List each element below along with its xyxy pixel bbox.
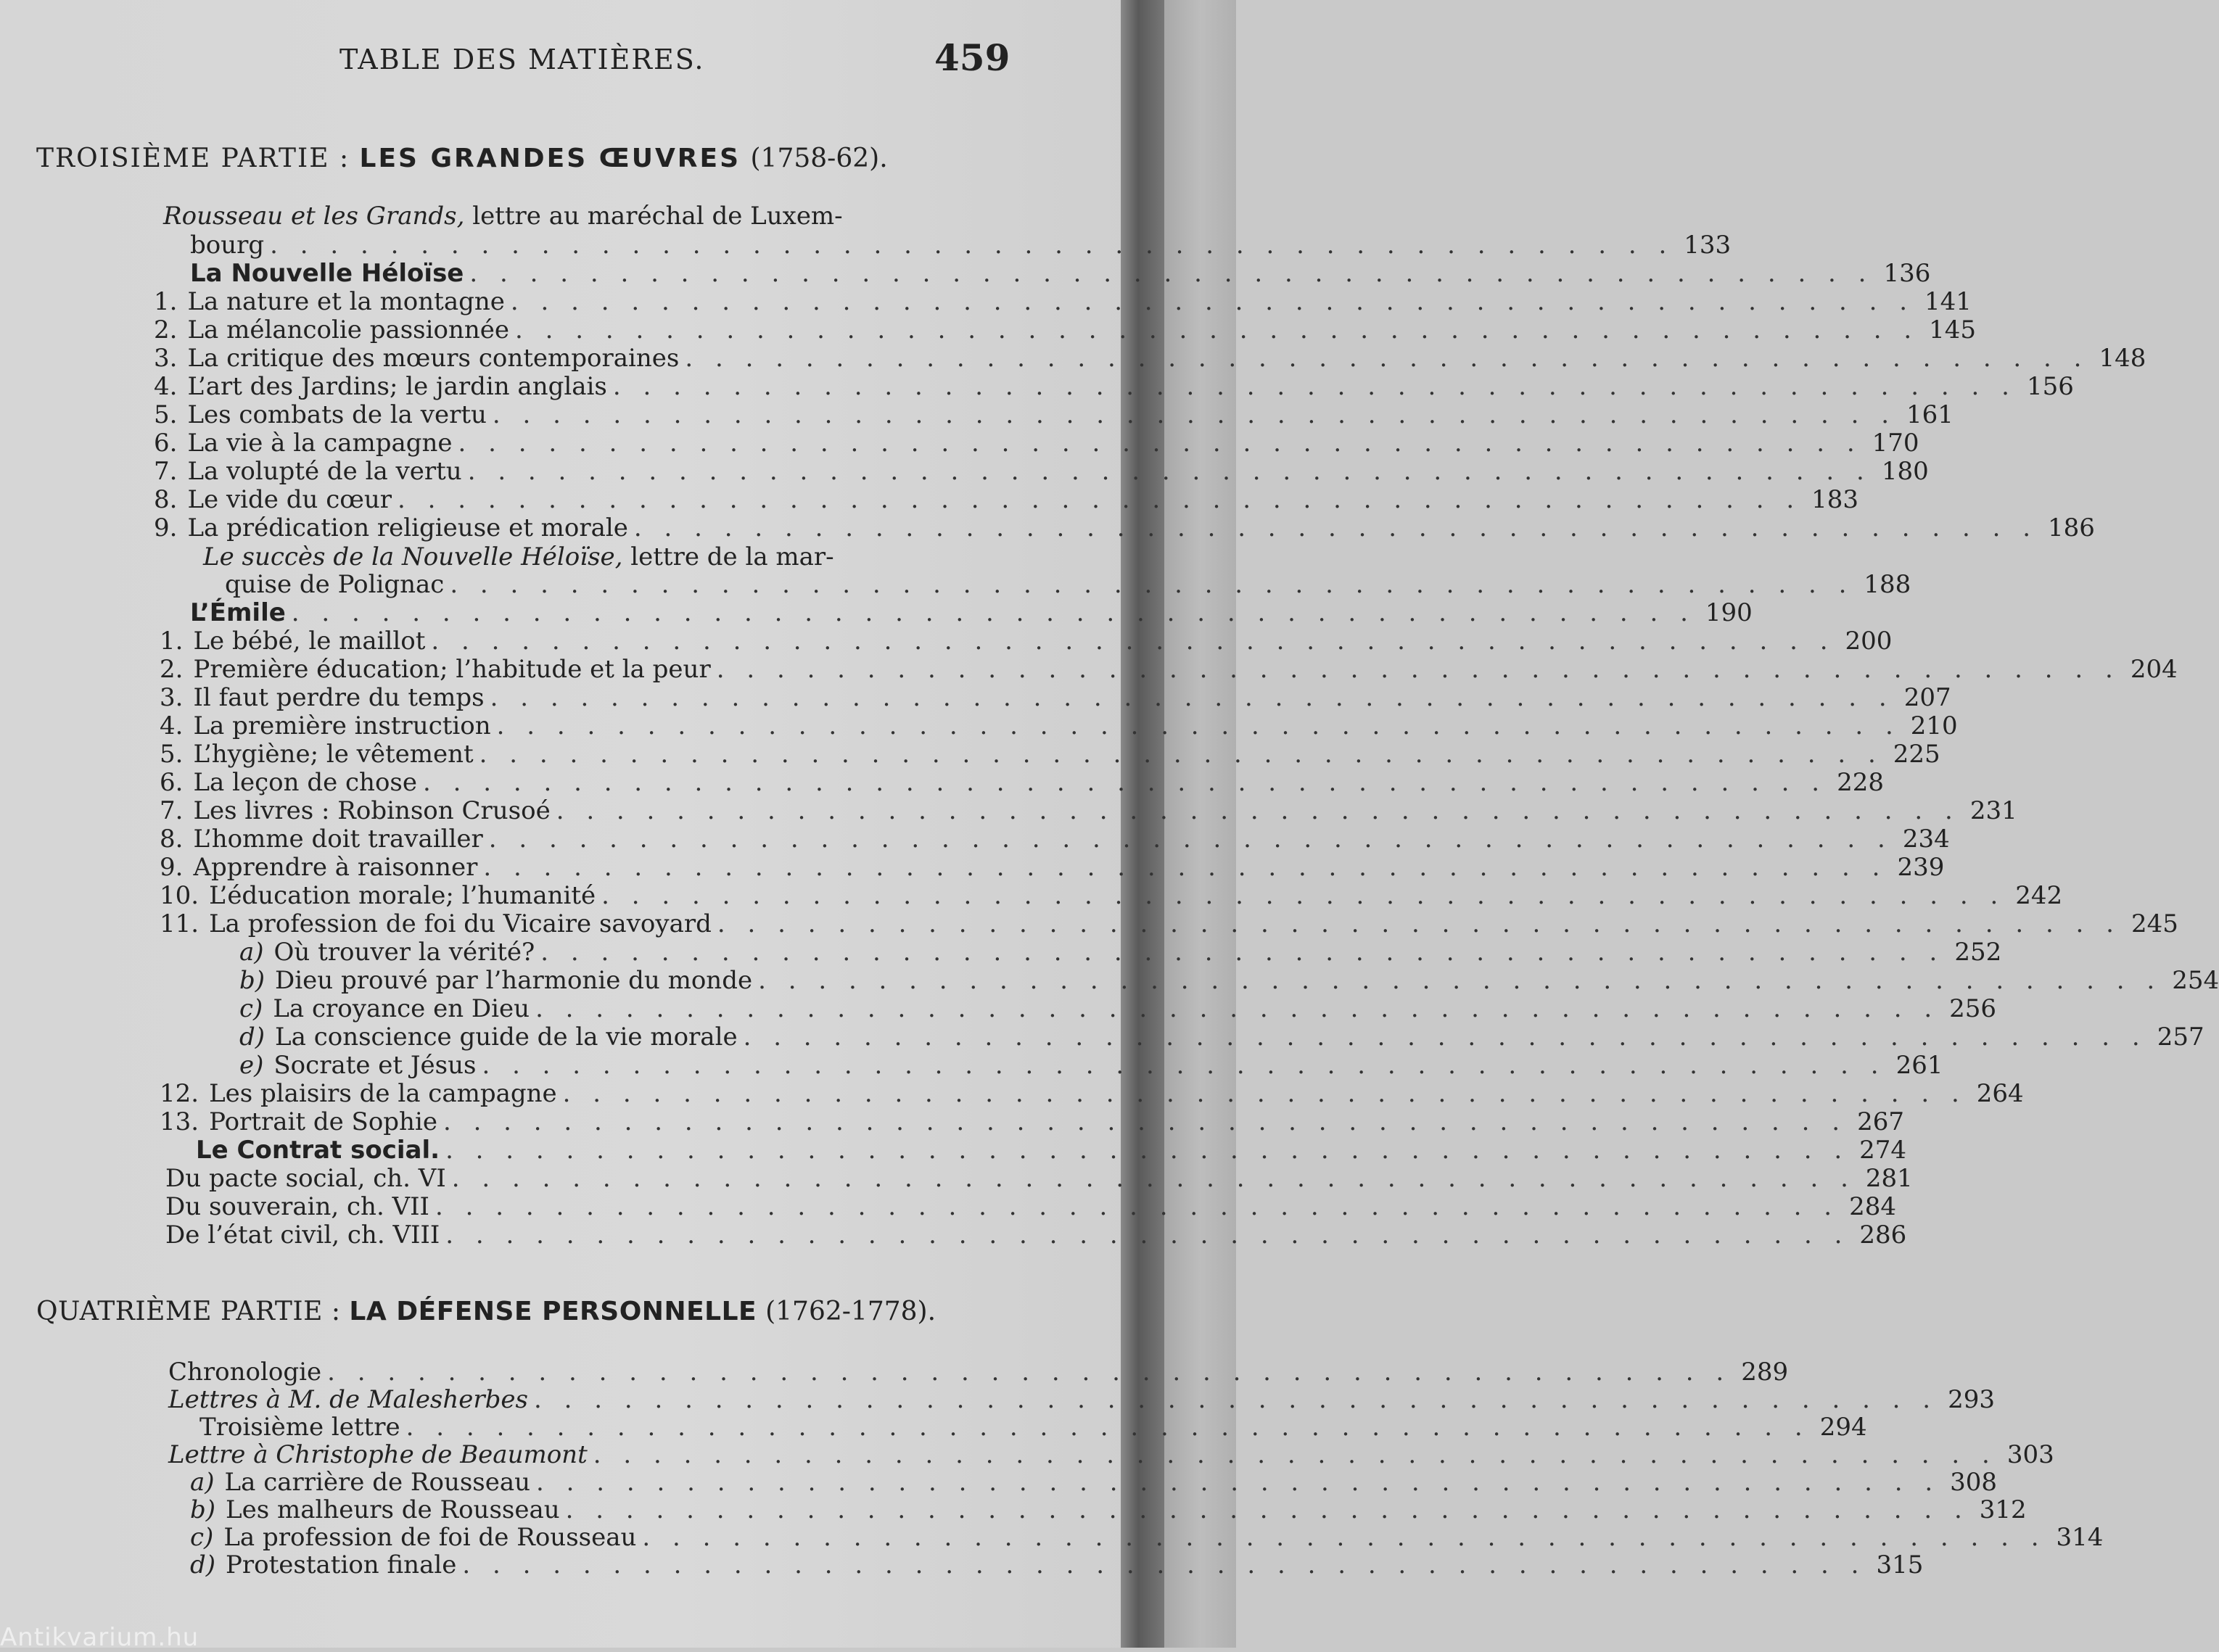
dot-leader: . . . . . . . . . . . . . . . . . . . . . . . . . . . . . . . . . . . . . . . . . . . . . . . [442, 1107, 1848, 1136]
dot-leader: . . . . . . . . . . . . . . . . . . . . . . . . . . . . . . . . . . . . . . . . . . . . . . . [423, 768, 1827, 797]
toc-page-number: 156 [2026, 372, 2074, 401]
toc-entry [196, 1136, 1907, 1165]
dot-leader: . . . . . . . . . . . . . . . . . . . . . . . . . . . . . . . . . . . . . . . . . . . . . . . [515, 315, 1919, 344]
toc-page-number: 180 [1881, 457, 1929, 486]
toc-entry-letter: c) [190, 1523, 214, 1552]
toc-entry [154, 513, 2095, 542]
toc-page-number: 207 [1903, 683, 1951, 712]
watermark: Antikvarium.hu [0, 1623, 199, 1652]
toc-entry-number: 8. [154, 485, 178, 514]
dot-leader: . . . . . . . . . . . . . . . . . . . . . . . . . . . . . . . . . . . . . . . . . . . . . . . [488, 825, 1893, 854]
toc-entry-title: Chronologie [168, 1358, 322, 1387]
toc-entry [168, 1358, 1789, 1387]
toc-entry [160, 825, 1950, 854]
toc-entry-number: 12. [160, 1079, 199, 1108]
dot-leader: . . . . . . . . . . . . . . . . . . . . . . . . . . . . . . . . . . . . . . . . . . . . . . . [593, 1440, 1997, 1469]
dot-leader: . . . . . . . . . . . . . . . . . . . . . . . . . . . . . . . . . . . . . . . . . . . . . . . [479, 740, 1883, 769]
toc-entry [239, 994, 1997, 1023]
toc-entry-title: L’hygiène; le vêtement [193, 740, 474, 769]
dot-leader: . . . . . . . . . . . . . . . . . . . . . . . . . . . . . . . . . . . . . . . . . . . . . . . [469, 259, 1874, 288]
toc-entry [160, 796, 2017, 825]
toc-entry [225, 570, 1911, 599]
toc-entry-title: La nature et la montagne [187, 287, 505, 316]
toc-entry-title: Première éducation; l’habitude et la peur [193, 655, 711, 684]
dot-leader: . . . . . . . . . . . . . . . . . . . . . . . . . . . . . . . . . . . . . . . . . . . . . . . [510, 287, 1914, 316]
part-title: LA DÉFENSE PERSONNELLE [349, 1297, 757, 1326]
dot-leader: . . . . . . . . . . . . . . . . . . . . . . . . . . . . . . . . . . . . . . . . . . . . . . . [562, 1079, 1967, 1108]
toc-page-number: 256 [1949, 994, 1997, 1023]
toc-entry-title: La volupté de la vertu [187, 457, 462, 486]
toc-entry-title: Protestation finale [226, 1550, 457, 1579]
toc-entry [165, 1221, 1907, 1250]
toc-page-number: 261 [1895, 1051, 1943, 1080]
toc-page-number: 161 [1906, 400, 1954, 429]
toc-entry-letter: a) [239, 938, 264, 967]
toc-entry-title: Lettre à Christophe de Beaumont [168, 1440, 588, 1469]
toc-page-number: 284 [1849, 1192, 1897, 1221]
toc-page-number: 136 [1883, 259, 1931, 288]
toc-entry-title: Les malheurs de Rousseau [226, 1495, 560, 1524]
toc-entry [165, 1164, 1913, 1193]
toc-entry-number: 9. [160, 853, 184, 882]
toc-page-number: 294 [1819, 1413, 1867, 1442]
toc-entry [190, 1468, 1998, 1497]
toc-entry-title: Rousseau et les Grands, [163, 202, 465, 231]
toc-entry-title: Troisième lettre [199, 1413, 400, 1442]
running-title: TABLE DES MATIÈRES. [339, 44, 705, 75]
toc-page-number: 281 [1865, 1164, 1913, 1193]
dot-leader: . . . . . . . . . . . . . . . . . . . . . . . . . . . . . . . . . . . . . . . . . . . . . . . [758, 966, 2162, 995]
toc-entry-title: La conscience guide de la vie morale [275, 1023, 738, 1052]
toc-entry-title: Le vide du cœur [187, 485, 392, 514]
toc-page-number: 254 [2172, 966, 2219, 995]
dot-leader: . . . . . . . . . . . . . . . . . . . . . . . . . . . . . . . . . . . . . . . . . . . . . . . [496, 711, 1901, 740]
toc-entry [154, 372, 2074, 401]
toc-entry-wrap [163, 202, 843, 231]
toc-entry-title: La prédication religieuse et morale [187, 513, 628, 542]
toc-entry-number: 13. [160, 1107, 199, 1136]
toc-entry [239, 1051, 1943, 1080]
part-label: TROISIÈME PARTIE : [36, 144, 360, 173]
toc-page-number: 308 [1950, 1468, 1998, 1497]
toc-entry-title: L’homme doit travailler [193, 825, 483, 854]
toc-entry-letter: b) [239, 966, 265, 995]
toc-entry-number: 7. [160, 796, 184, 825]
toc-section-title: La Nouvelle Héloïse [190, 259, 464, 288]
toc-entry [160, 1107, 1904, 1136]
dot-leader: . . . . . . . . . . . . . . . . . . . . . . . . . . . . . . . . . . . . . . . . . . . . . . . [398, 485, 1802, 514]
toc-entry [190, 259, 1931, 288]
part-heading-quatrieme [36, 1297, 936, 1326]
dot-leader: . . . . . . . . . . . . . . . . . . . . . . . . . . . . . . . . . . . . . . . . . . . . . . . [467, 457, 1872, 486]
toc-entry [160, 909, 2178, 938]
toc-entry-title-cont: lettre au maréchal de Luxem- [464, 202, 843, 231]
part-label: QUATRIÈME PARTIE : [36, 1297, 350, 1326]
toc-entry-letter: d) [190, 1550, 216, 1579]
dot-leader: . . . . . . . . . . . . . . . . . . . . . . . . . . . . . . . . . . . . . . . . . . . . . . . [458, 429, 1862, 458]
toc-entry-title: Du pacte social, ch. VI [165, 1164, 446, 1193]
toc-entry-title: L’art des Jardins; le jardin anglais [187, 372, 607, 401]
toc-entry-title: La carrière de Rousseau [224, 1468, 531, 1497]
dot-leader: . . . . . . . . . . . . . . . . . . . . . . . . . . . . . . . . . . . . . . . . . . . . . . . [743, 1023, 2147, 1052]
toc-page-number: 170 [1872, 429, 1919, 458]
toc-entry [239, 1023, 2204, 1052]
dot-leader: . . . . . . . . . . . . . . . . . . . . . . . . . . . . . . . . . . . . . . . . . . . . . . . [601, 881, 2006, 910]
toc-entry-title: Lettres à M. de Malesherbes [168, 1385, 528, 1414]
toc-entry-letter: e) [239, 1051, 264, 1080]
toc-entry-title: Dieu prouvé par l’harmonie du monde [275, 966, 753, 995]
dot-leader: . . . . . . . . . . . . . . . . . . . . . . . . . . . . . . . . . . . . . . . . . . . . . . . [435, 1192, 1840, 1221]
toc-page-number: 200 [1845, 627, 1893, 656]
page-header [0, 36, 1132, 80]
toc-entry-number: 8. [160, 825, 184, 854]
toc-entry [154, 400, 1954, 429]
part-dates: (1762-1778). [765, 1297, 936, 1326]
toc-entry [168, 1440, 2054, 1469]
toc-entry [154, 315, 1977, 344]
toc-entry [190, 1495, 2027, 1524]
toc-entry-title-cont: lettre de la mar- [622, 542, 834, 571]
dot-leader: . . . . . . . . . . . . . . . . . . . . . . . . . . . . . . . . . . . . . . . . . . . . . . . [482, 1051, 1886, 1080]
toc-entry-title: La profession de foi du Vicaire savoyard [209, 909, 712, 938]
toc-entry [160, 881, 2063, 910]
dot-leader: . . . . . . . . . . . . . . . . . . . . . . . . . . . . . . . . . . . . . . . . . . . . . . . [405, 1413, 1810, 1442]
toc-entry-number: 5. [160, 740, 184, 769]
toc-entry-title: La mélancolie passionnée [187, 315, 510, 344]
toc-entry-title: La leçon de chose [193, 768, 417, 797]
toc-page-number: 186 [2048, 513, 2095, 542]
toc-page-number: 289 [1741, 1358, 1789, 1387]
toc-entry [160, 683, 1951, 712]
toc-entry [190, 598, 1753, 627]
toc-page-number: 188 [1864, 570, 1911, 599]
toc-entry [239, 966, 2219, 995]
dot-leader: . . . . . . . . . . . . . . . . . . . . . . . . . . . . . . . . . . . . . . . . . . . . . . . [490, 683, 1894, 712]
toc-entry [160, 740, 1940, 769]
toc-entry-title: Le succès de la Nouvelle Héloïse, [203, 542, 623, 571]
toc-page-number: 286 [1859, 1221, 1907, 1250]
dot-leader: . . . . . . . . . . . . . . . . . . . . . . . . . . . . . . . . . . . . . . . . . . . . . . . [450, 570, 1854, 599]
toc-page-number: 204 [2130, 655, 2178, 684]
toc-entry-number: 2. [160, 655, 184, 684]
toc-page-number: 145 [1929, 315, 1977, 344]
toc-entry [190, 1550, 1924, 1579]
toc-entry-title: De l’état civil, ch. VIII [165, 1221, 440, 1250]
dot-leader: . . . . . . . . . . . . . . . . . . . . . . . . . . . . . . . . . . . . . . . . . . . . . . . [642, 1523, 2046, 1552]
dot-leader: . . . . . . . . . . . . . . . . . . . . . . . . . . . . . . . . . . . . . . . . . . . . . . . [536, 1468, 1940, 1497]
dot-leader: . . . . . . . . . . . . . . . . . . . . . . . . . . . . . . . . . . . . . . . . . . . . . . . [492, 400, 1897, 429]
toc-entry [160, 853, 1945, 882]
toc-entry-letter: a) [190, 1468, 215, 1497]
toc-page-number: 315 [1876, 1550, 1924, 1579]
toc-entry-title: La croyance en Dieu [273, 994, 530, 1023]
toc-page-number: 190 [1705, 598, 1753, 627]
dot-leader: . . . . . . . . . . . . . . . . . . . . . . . . . . . . . . . . . . . . . . . . . . . . . . . [445, 1136, 1850, 1165]
toc-entry-letter: b) [190, 1495, 216, 1524]
toc-page-number: 264 [1976, 1079, 2024, 1108]
toc-entry [190, 231, 1732, 260]
toc-entry-letter: c) [239, 994, 263, 1023]
toc-entry [239, 938, 2002, 967]
toc-entry [168, 1385, 1996, 1414]
toc-entry-wrap [203, 542, 834, 571]
dot-leader: . . . . . . . . . . . . . . . . . . . . . . . . . . . . . . . . . . . . . . . . . . . . . . . [451, 1164, 1856, 1193]
toc-page-number: 133 [1684, 231, 1732, 260]
toc-entry [165, 1192, 1897, 1221]
toc-entry [154, 287, 1972, 316]
toc-page-number: 242 [2015, 881, 2063, 910]
toc-entry-title: bourg [190, 231, 265, 260]
toc-entry [154, 344, 2146, 373]
toc-page-number: 314 [2056, 1523, 2104, 1552]
toc-entry [154, 429, 1919, 458]
toc-entry-number: 1. [160, 627, 184, 656]
toc-page-number: 141 [1924, 287, 1972, 316]
toc-page-number: 245 [2131, 909, 2178, 938]
toc-entry [160, 627, 1893, 656]
dot-leader: . . . . . . . . . . . . . . . . . . . . . . . . . . . . . . . . . . . . . . . . . . . . . . . [540, 938, 1945, 967]
toc-page-number: 312 [1979, 1495, 2027, 1524]
toc-entry-number: 4. [154, 372, 178, 401]
toc-entry [160, 711, 1958, 740]
toc-entry [190, 1523, 2104, 1552]
dot-leader: . . . . . . . . . . . . . . . . . . . . . . . . . . . . . . . . . . . . . . . . . . . . . . . [565, 1495, 1969, 1524]
toc-entry-title: Les livres : Robinson Crusoé [193, 796, 551, 825]
toc-page-number: 234 [1902, 825, 1950, 854]
toc-entry-number: 10. [160, 881, 199, 910]
toc-page-number: 252 [1954, 938, 2002, 967]
toc-entry-title: L’éducation morale; l’humanité [209, 881, 596, 910]
toc-entry-letter: d) [239, 1023, 265, 1052]
toc-entry-number: 3. [154, 344, 178, 373]
toc-entry-number: 11. [160, 909, 199, 938]
toc-page-number: 239 [1897, 853, 1945, 882]
toc-entry [154, 485, 1859, 514]
toc-entry-title: Apprendre à raisonner [193, 853, 478, 882]
toc-entry [160, 655, 2178, 684]
dot-leader: . . . . . . . . . . . . . . . . . . . . . . . . . . . . . . . . . . . . . . . . . . . . . . . [556, 796, 1960, 825]
toc-page-number: 293 [1948, 1385, 1996, 1414]
toc-entry-title: La critique des mœurs contemporaines [187, 344, 680, 373]
dot-leader: . . . . . . . . . . . . . . . . . . . . . . . . . . . . . . . . . . . . . . . . . . . . . . . [633, 513, 2038, 542]
toc-page-number: 303 [2006, 1440, 2054, 1469]
part-title: LES GRANDES ŒUVRES [359, 144, 741, 173]
toc-page-number: 257 [2157, 1023, 2204, 1052]
toc-entry-title: Les combats de la vertu [187, 400, 487, 429]
toc-entry [160, 1079, 2024, 1108]
dot-leader: . . . . . . . . . . . . . . . . . . . . . . . . . . . . . . . . . . . . . . . . . . . . . . . [483, 853, 1887, 882]
toc-entry-number: 7. [154, 457, 178, 486]
toc-page-number: 274 [1859, 1136, 1907, 1165]
dot-leader: . . . . . . . . . . . . . . . . . . . . . . . . . . . . . . . . . . . . . . . . . . . . . . . [535, 994, 1940, 1023]
toc-entry-number: 6. [154, 429, 178, 458]
toc-entry-title: La profession de foi de Rousseau [223, 1523, 637, 1552]
toc-page-number: 183 [1811, 485, 1859, 514]
toc-entry-title: quise de Polignac [225, 570, 445, 599]
dot-leader: . . . . . . . . . . . . . . . . . . . . . . . . . . . . . . . . . . . . . . . . . . . . . . . [716, 655, 2120, 684]
dot-leader: . . . . . . . . . . . . . . . . . . . . . . . . . . . . . . . . . . . . . . . . . . . . . . . [717, 909, 2121, 938]
toc-entry-title: Les plaisirs de la campagne [209, 1079, 557, 1108]
toc-entry-number: 2. [154, 315, 178, 344]
dot-leader: . . . . . . . . . . . . . . . . . . . . . . . . . . . . . . . . . . . . . . . . . . . . . . . [534, 1385, 1938, 1414]
toc-entry-number: 5. [154, 400, 178, 429]
page-number: 459 [934, 36, 1010, 79]
toc-entry-title: Socrate et Jésus [273, 1051, 477, 1080]
toc-entry-number: 1. [154, 287, 178, 316]
dot-leader: . . . . . . . . . . . . . . . . . . . . . . . . . . . . . . . . . . . . . . . . . . . . . . . [291, 598, 1695, 627]
toc-section-title: L’Émile [190, 598, 286, 627]
toc-page-number: 231 [1969, 796, 2017, 825]
toc-entry-title: La vie à la campagne [187, 429, 453, 458]
part-heading-troisieme [36, 144, 888, 173]
toc-entry-number: 3. [160, 683, 184, 712]
toc-entry-title: Il faut perdre du temps [193, 683, 485, 712]
toc-page-number: 267 [1857, 1107, 1904, 1136]
dot-leader: . . . . . . . . . . . . . . . . . . . . . . . . . . . . . . . . . . . . . . . . . . . . . . . [431, 627, 1835, 656]
dot-leader: . . . . . . . . . . . . . . . . . . . . . . . . . . . . . . . . . . . . . . . . . . . . . . . [270, 231, 1674, 260]
toc-entry-number: 6. [160, 768, 184, 797]
toc-entry-number: 4. [160, 711, 184, 740]
toc-entry-title: Le bébé, le maillot [193, 627, 426, 656]
dot-leader: . . . . . . . . . . . . . . . . . . . . . . . . . . . . . . . . . . . . . . . . . . . . . . . [327, 1358, 1732, 1387]
part-dates: (1758-62). [750, 144, 888, 173]
toc-entry [154, 457, 1929, 486]
toc-section-title: Le Contrat social. [196, 1136, 440, 1165]
dot-leader: . . . . . . . . . . . . . . . . . . . . . . . . . . . . . . . . . . . . . . . . . . . . . . . [462, 1550, 1866, 1579]
toc-page-number: 228 [1837, 768, 1885, 797]
dot-leader: . . . . . . . . . . . . . . . . . . . . . . . . . . . . . . . . . . . . . . . . . . . . . . . [612, 372, 2017, 401]
dot-leader: . . . . . . . . . . . . . . . . . . . . . . . . . . . . . . . . . . . . . . . . . . . . . . . [445, 1221, 1850, 1250]
toc-page-number: 225 [1893, 740, 1940, 769]
toc-entry-title: La première instruction [193, 711, 491, 740]
toc-entry-title: Portrait de Sophie [209, 1107, 437, 1136]
toc-entry [160, 768, 1885, 797]
toc-page-number: 210 [1910, 711, 1958, 740]
toc-entry-number: 9. [154, 513, 178, 542]
dot-leader: . . . . . . . . . . . . . . . . . . . . . . . . . . . . . . . . . . . . . . . . . . . . . . . [685, 344, 2089, 373]
toc-entry-title: Où trouver la vérité? [273, 938, 535, 967]
toc-entry-title: Du souverain, ch. VII [165, 1192, 429, 1221]
toc-entry [199, 1413, 1867, 1442]
toc-page-number: 148 [2099, 344, 2146, 373]
